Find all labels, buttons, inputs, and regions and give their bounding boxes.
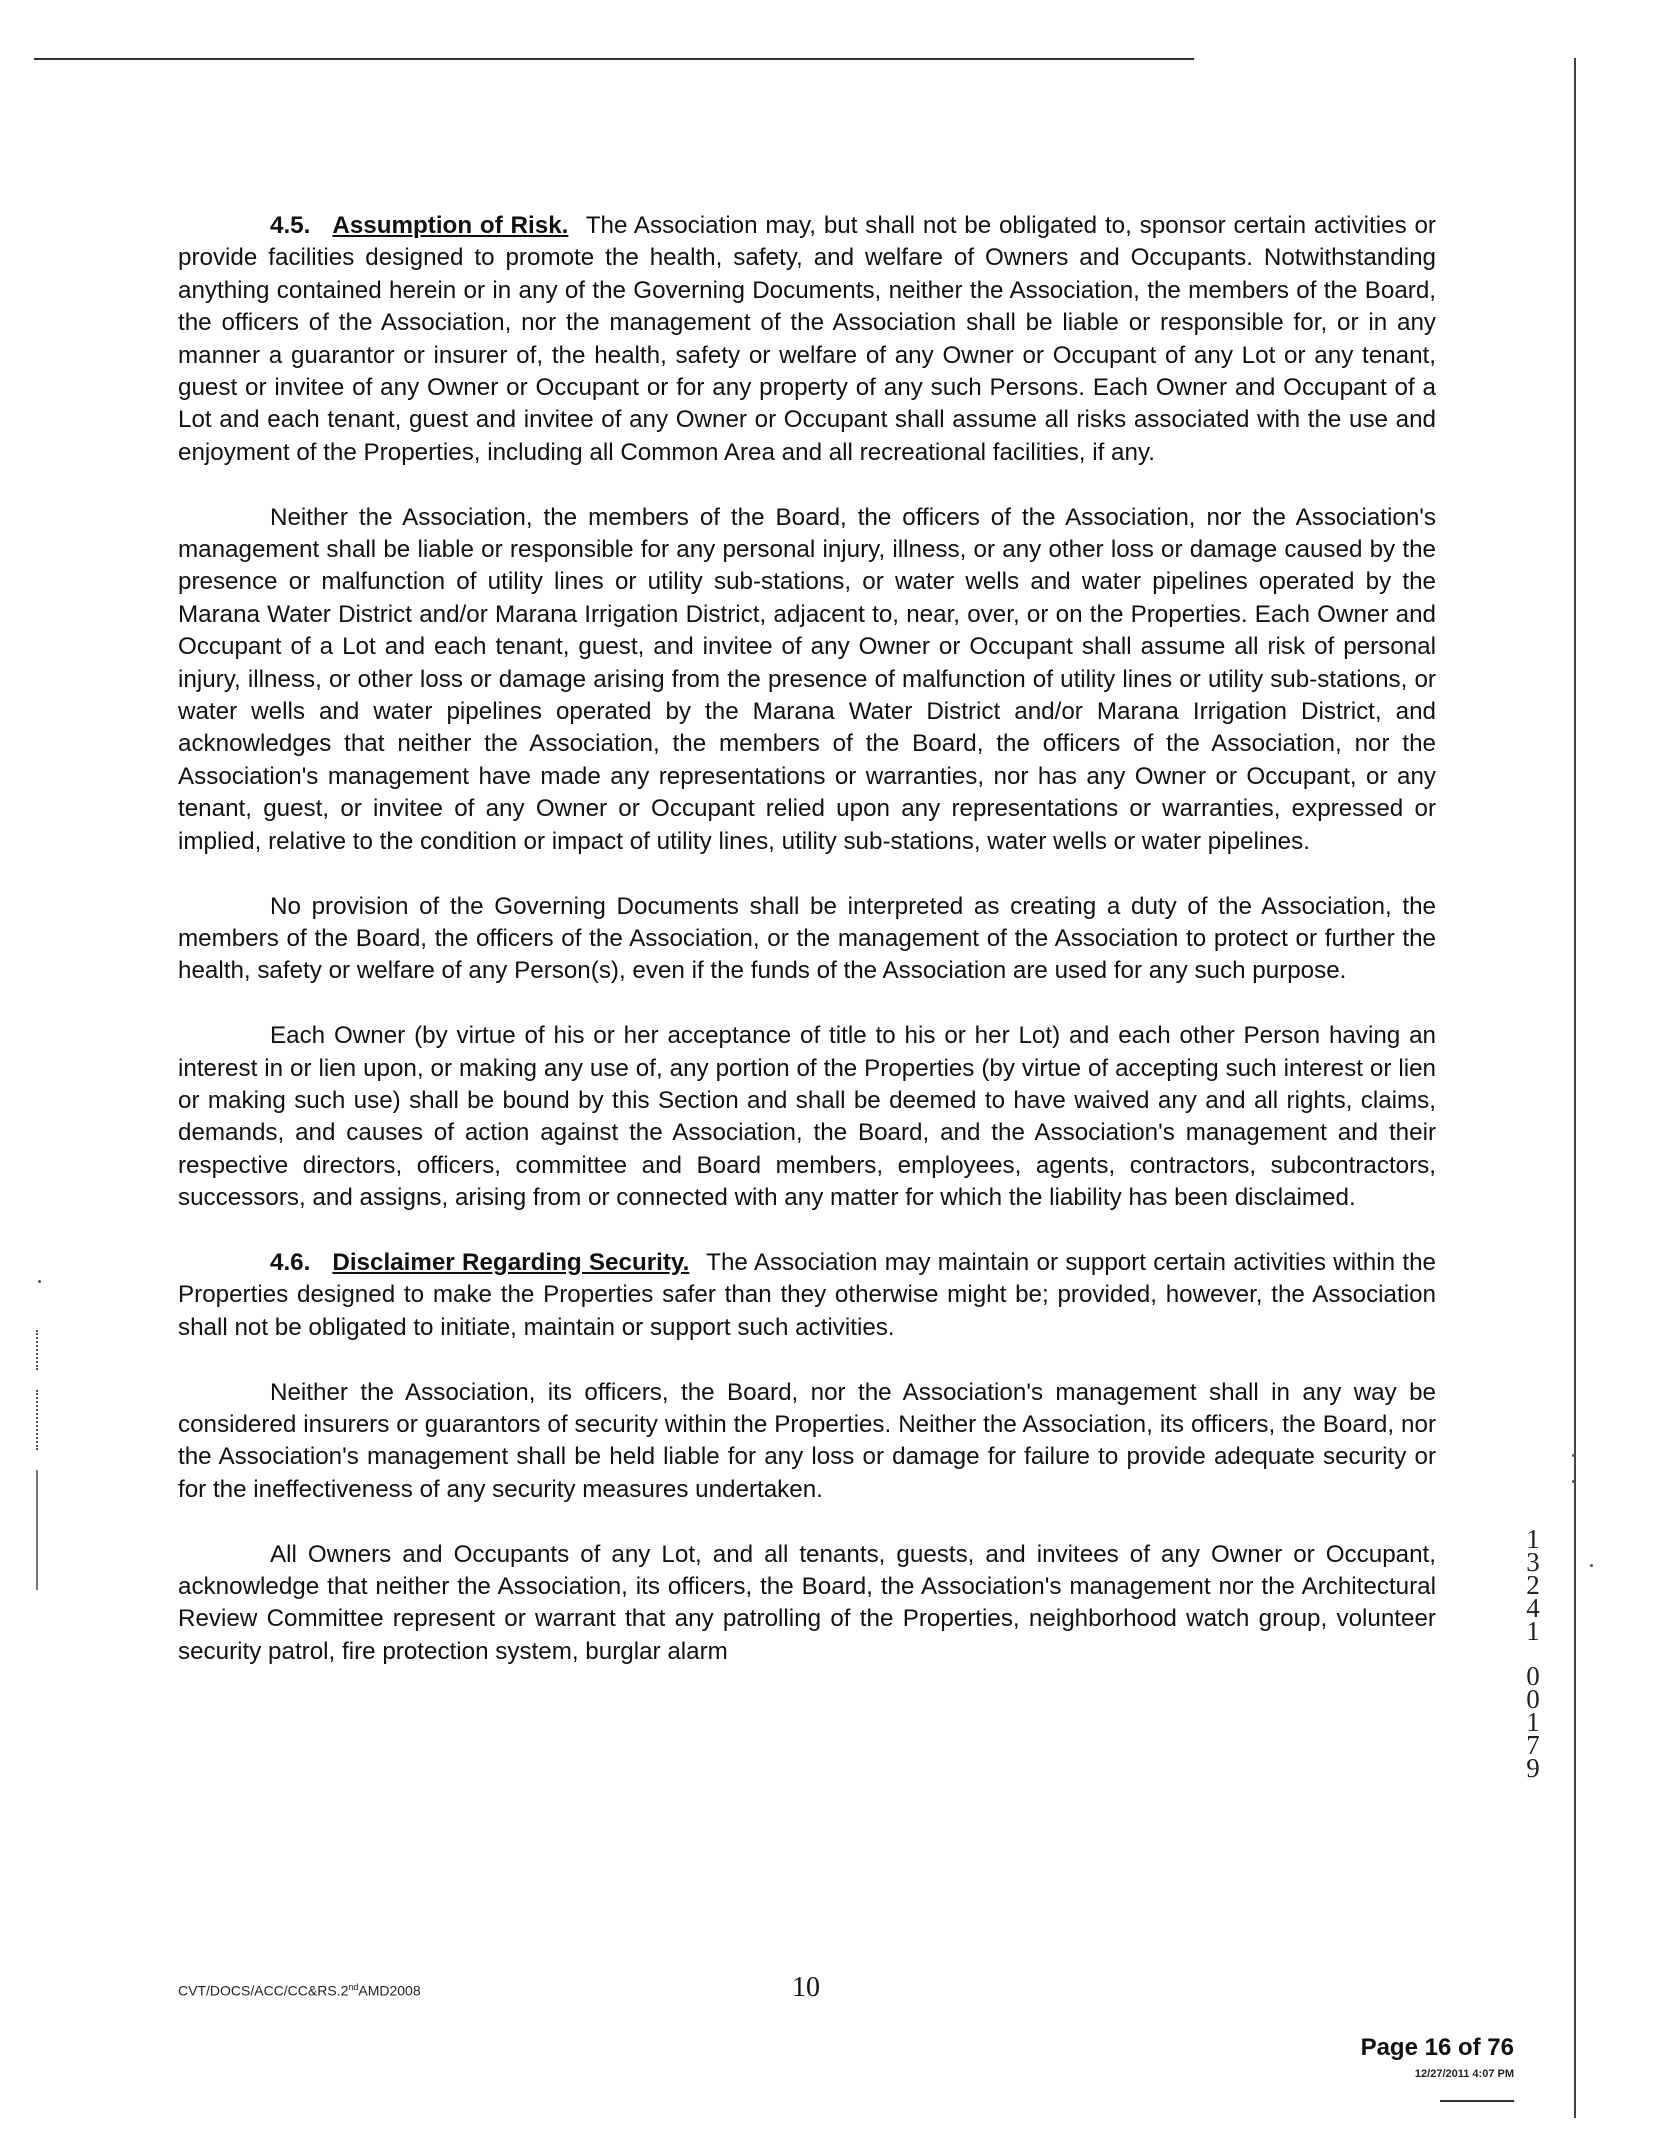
stamp-digit: 2 <box>1526 1570 1540 1600</box>
page-number: 10 <box>792 1972 820 2003</box>
stamp-digit: 0 <box>1526 1684 1540 1714</box>
scan-margin-mark <box>36 1330 38 1370</box>
document-reference: CVT/DOCS/ACC/CC&RS.2ndAMD2008 <box>178 1982 421 1999</box>
stamp-digit: 3 <box>1526 1547 1540 1577</box>
paragraph: Each Owner (by virtue of his or her acceptance of title to his or her Lot) and each other Person having an interest in or lien upon, or making any use of, any portion of the Properties (by virtue of accepting such interest or lien or making such use) shall be bound by this Section and shall be deemed to have waived any and all rights, claims, demands, and causes of action against the Association, the Board, and the Association's management and their respective directors, officers, committee and Board members, employees, agents, contractors, subcontractors, successors, and assigns, arising from or connected with any matter for which the liability has been disclaimed. <box>178 1022 1436 1212</box>
top-rule <box>34 58 1194 60</box>
recording-number-stamp <box>1516 1524 1550 1783</box>
section-title: Assumption of Risk. <box>332 212 569 239</box>
section-title: Disclaimer Regarding Security. <box>332 1248 690 1276</box>
timestamp: 12/27/2011 4:07 PM <box>1414 2068 1514 2080</box>
page-count: Page 16 of 76 <box>1360 2034 1514 2061</box>
scan-margin-mark <box>36 1390 38 1450</box>
stamp-digit: 0 <box>1526 1661 1540 1691</box>
scan-edge-line <box>1574 58 1576 2118</box>
scan-speck <box>38 1280 41 1283</box>
stamp-digit: 4 <box>1526 1593 1540 1623</box>
stamp-digit: 9 <box>1526 1753 1540 1783</box>
scan-speck <box>1572 1480 1575 1483</box>
timestamp-rule <box>1440 2100 1514 2102</box>
stamp-digit: 1 <box>1526 1524 1540 1554</box>
paragraph: All Owners and Occupants of any Lot, and all tenants, guests, and invitees of any Owner or Occupant, acknowledge that neither the Association, its officers, the Board, the Association's management nor the Architectural Review Committee represent or warrant that any patrolling of the Properties, neighborhood watch group, volunteer security patrol, fire protection system, burglar alarm <box>178 1540 1436 1665</box>
paragraph-text: The Association may maintain or support certain activities within the Properties designed to make the Properties safer than they otherwise might be; provided, however, the Association shall not be obligated to initiate, maintain or support such activities. <box>178 1248 1436 1341</box>
stamp-digit: 1 <box>1526 1707 1540 1737</box>
scan-margin-mark <box>36 1470 38 1590</box>
paragraph: No provision of the Governing Documents shall be interpreted as creating a duty of the Association, the members of the Board, the officers of the Association, or the management of the Association to protect or further the health, safety or welfare of any Person(s), even if the funds of the Association are used for any such purpose. <box>178 892 1436 985</box>
section-4-5-paragraph <box>178 210 1436 469</box>
paragraph: Neither the Association, its officers, the Board, nor the Association's management shall in any way be considered insurers or guarantors of security within the Properties. Neither the Association, its officers, the Board, nor the Association's management shall be held liable for any loss or damage for failure to provide adequate security or for the ineffectiveness of any security measures undertaken. <box>178 1378 1436 1503</box>
section-number: 4.6. <box>270 1248 311 1276</box>
paragraph: Neither the Association, the members of the Board, the officers of the Association, nor the Association's management shall be liable or responsible for any personal injury, illness, or any other loss or damage caused by the presence or malfunction of utility lines or utility sub-stations, or water wells and water pipelines operated by the Marana Water District and/or Marana Irrigation District, adjacent to, near, over, or on the Properties. Each Owner and Occupant of a Lot and each tenant, guest, and invitee of any Owner or Occupant shall assume all risk of personal injury, illness, or other loss or damage arising from the presence of malfunction of utility lines or utility sub-stations, or water wells and water pipelines operated by the Marana Water District and/or Marana Irrigation District, and acknowledges that neither the Association, the members of the Board, the officers of the Association, nor the Association's management have made any representations or warranties, nor has any Owner or Occupant, or any tenant, guest, or invitee of any Owner or Occupant relied upon any representations or warranties, expressed or implied, relative to the condition or impact of utility lines, utility sub-stations, water wells or water pipelines. <box>178 503 1436 855</box>
scan-speck <box>1572 1454 1575 1457</box>
section-4-6-paragraph <box>178 1247 1436 1344</box>
scan-speck <box>1590 1564 1593 1567</box>
document-body <box>178 210 1436 1668</box>
stamp-digit: 7 <box>1526 1730 1540 1760</box>
paragraph-text: The Association may, but shall not be obligated to, sponsor certain activities or provide facilities designed to promote the health, safety, and welfare of Owners and Occupants. Notwithstanding anything contained herein or in any of the Governing Documents, neither the Association, the members of the Board, the officers of the Association, nor the management of the Association shall be liable or responsible for, or in any manner a guarantor or insurer of, the health, safety or welfare of any Owner or Occupant of any Lot or any tenant, guest or invitee of any Owner or Occupant or for any property of any such Persons. Each Owner and Occupant of a Lot and each tenant, guest and invitee of any Owner or Occupant shall assume all risks associated with the use and enjoyment of the Properties, including all Common Area and all recreational facilities, if any. <box>178 212 1436 466</box>
stamp-digit: 1 <box>1526 1616 1540 1646</box>
section-number: 4.5. <box>270 212 311 239</box>
